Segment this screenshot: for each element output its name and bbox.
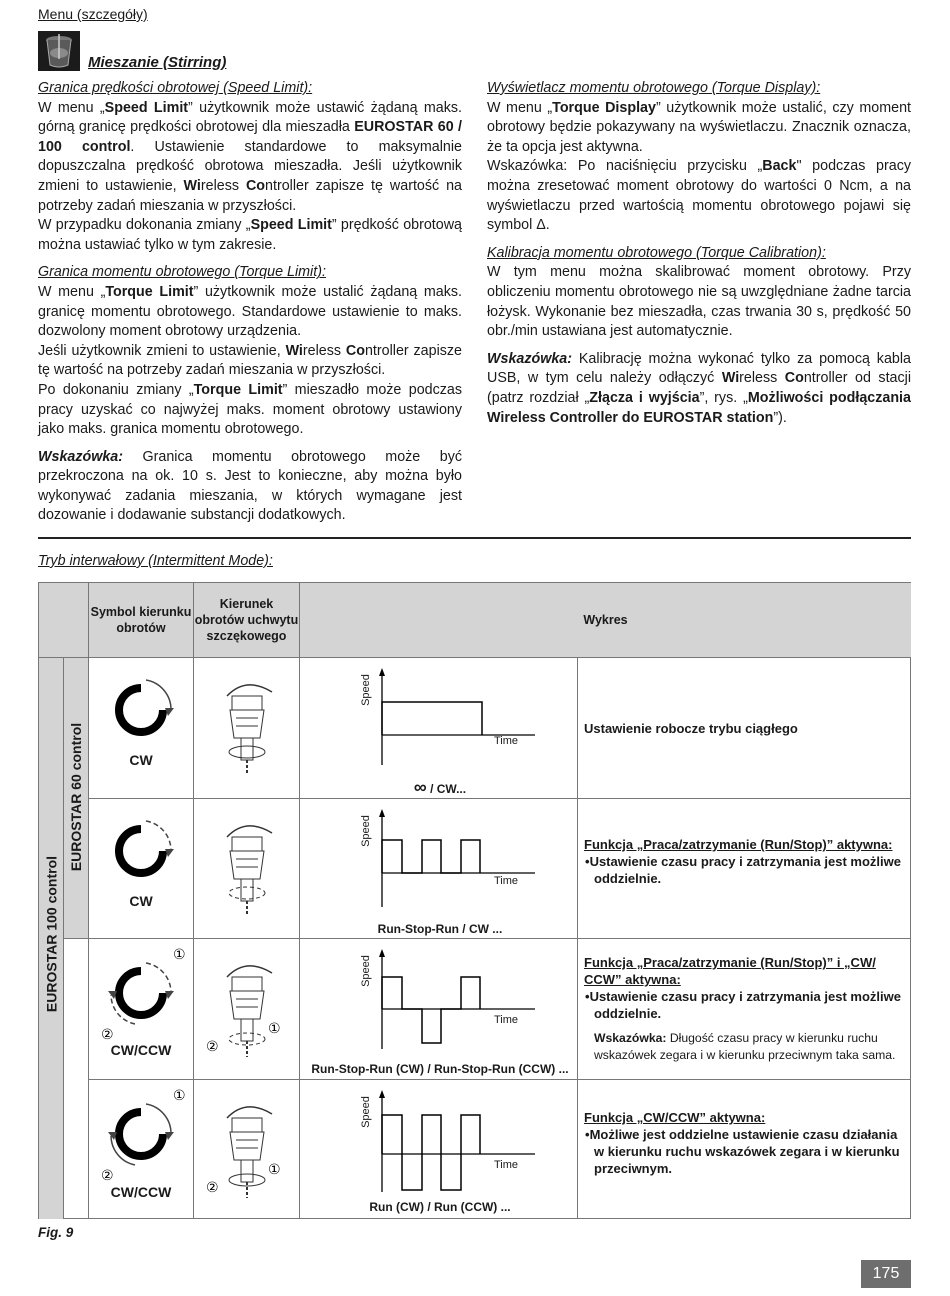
row3-axis-speed: Speed: [360, 955, 372, 987]
cw-rotation-dashed-icon: [89, 799, 194, 899]
section-title: Mieszanie (Stirring): [88, 54, 227, 71]
row3-desc-title: Funkcja „Praca/zatrzymanie (Run/Stop)” i „CW/ CCW” aktywna:: [584, 955, 876, 987]
group-eurostar-60: [64, 658, 89, 939]
row4-symbol: [89, 1080, 194, 1219]
group-eurostar-100-label: EUROSTAR 100 control: [43, 855, 60, 1013]
row3-chart-caption: Run-Stop-Run (CW) / Run-Stop-Run (CCW) ...: [311, 1062, 569, 1076]
row4-symbol-label: CW/CCW: [110, 1184, 172, 1200]
row1-direction: [194, 658, 300, 799]
speed-limit-title: Granica prędkości obrotowej (Speed Limit):: [38, 80, 313, 96]
row1-axis-time: Time: [494, 735, 519, 747]
row4-description: [578, 1080, 911, 1219]
row3-chuck-marker-1: ①: [268, 1021, 281, 1037]
torque-limit-paragraph-2: Jeśli użytkownik zmieni to ustawienie, Wireless Controller zapisze tę wartość na potrzeby zadań mieszania w przyszłości.: [38, 342, 462, 379]
row1-description: [578, 658, 911, 799]
row2-symbol-label: CW: [129, 893, 153, 909]
speed-limit-paragraph: W menu „Speed Limit” użytkownik może ustawić żądaną maks. górną granicę prędkości obrotowej dla mieszadła EUROSTAR 60 / 100 control. Ustawienie standardowe to maksymalnie dopuszczalna prędkość obrotowa mieszadła. Jeśli użytkownik zmieni to ustawienie, Wireless Controller zapisze tę wartość na potrzeby zadań mieszania w przyszłości.: [38, 99, 462, 214]
row3-chart: [300, 939, 578, 1080]
row4-chuck-marker-2: ②: [206, 1180, 219, 1196]
torque-limit-title: Granica momentu obrotowego (Torque Limit):: [38, 264, 326, 281]
row4-marker-2: ②: [101, 1168, 114, 1184]
figure-label: Fig. 9: [38, 1225, 74, 1240]
group-empty: [64, 939, 89, 1219]
row4-axis-time: Time: [494, 1159, 519, 1171]
row4-marker-1: ①: [173, 1088, 186, 1104]
group-eurostar-60-label: EUROSTAR 60 control: [68, 722, 84, 872]
header-symbol: Symbol kierunku obrotów: [89, 583, 194, 658]
chuck-cw-ccw-stop-icon: [194, 939, 300, 1080]
row1-desc-title: Ustawienie robocze trybu ciągłego: [584, 721, 798, 736]
row3-desc-bullet: •Ustawienie czasu pracy i zatrzymania jest możliwe oddzielnie.: [585, 989, 901, 1021]
page-number: 175: [861, 1260, 911, 1288]
section-divider: [38, 537, 911, 539]
row1-chart: [300, 658, 578, 799]
torque-calibration-paragraph: W tym menu można skalibrować moment obrotowy. Przy obliczeniu momentu obrotowego nie są uwzględniane żadne tarcia łożysk. Wykonanie bez mieszadła, czas trwania 30 s, prędkość 50 obr./min ustawiana jest automatycznie.: [487, 264, 911, 340]
row2-symbol: [89, 799, 194, 939]
row2-desc-title: Funkcja „Praca/zatrzymanie (Run/Stop)” aktywna:: [584, 837, 893, 852]
row2-axis-time: Time: [494, 875, 519, 887]
row3-chuck-marker-2: ②: [206, 1039, 219, 1055]
chuck-cw-stop-icon: [194, 799, 300, 939]
intermittent-mode-table: [38, 582, 911, 1219]
row4-axis-speed: Speed: [360, 1096, 372, 1128]
header-corner: [39, 583, 89, 658]
row1-axis-speed: Speed: [360, 674, 372, 706]
row2-chart-caption: Run-Stop-Run / CW ...: [377, 922, 503, 936]
row3-marker-2: ②: [101, 1027, 114, 1043]
torque-limit-paragraph: W menu „Torque Limit” użytkownik może ustalić żądaną maks. granicę momentu obrotowego. Standardowe ustawienie to maks. dozwolony moment obrotowy urządzenia.: [38, 283, 463, 340]
row2-desc-bullet: •Ustawienie czasu pracy i zatrzymania jest możliwe oddzielnie.: [585, 854, 901, 886]
row1-symbol-label: CW: [129, 752, 153, 768]
chart-run-cw-ccw: [300, 1080, 578, 1219]
row4-chart: [300, 1080, 578, 1219]
stirring-beaker-icon: [38, 31, 80, 71]
row3-marker-1: ①: [173, 947, 186, 963]
row4-desc-title: Funkcja „CW/CCW” aktywna:: [584, 1110, 766, 1125]
row3-axis-time: Time: [494, 1014, 519, 1026]
torque-limit-paragraph-3: Po dokonaniu zmiany „Torque Limit” mieszadło może podczas pracy uzyskać co najwyżej maks. moment obrotowy ustawiony jako maks. granica momentu obrotowego.: [38, 381, 462, 438]
header-direction: Kierunek obrotów uchwytu szczękowego: [194, 583, 300, 658]
torque-display-paragraph: W menu „Torque Display” użytkownik może ustalić, czy moment obrotowy będzie pokazywany na wyświetlaczu. Znacznik oznacza, że ta opcja jest aktywna.: [487, 99, 912, 155]
row4-direction: [194, 1080, 300, 1219]
header-chart: Wykres: [300, 583, 911, 658]
row4-desc-bullet: •Możliwe jest oddzielne ustawienie czasu działania w kierunku ruchu wskazówek zegara i w kierunku przeciwnym.: [585, 1127, 900, 1176]
torque-calibration-hint: Wskazówka: Kalibrację można wykonać tylko za pomocą kabla USB, w tym celu należy odłączyć Wireless Controller od stacji (patrz rozdział „Złącza i wyjścia”, rys. „Możliwości podłączania Wireless Controller do EUROSTAR station”).: [487, 350, 912, 426]
row2-direction: [194, 799, 300, 939]
chuck-cw-ccw-icon: [194, 1080, 300, 1219]
chart-run-stop-cw-ccw: [300, 939, 578, 1080]
torque-display-paragraph-2: Wskazówka: Po naciśnięciu przycisku „Back" podczas pracy można zresetować moment obrotowy do wartości 0 Ncm, a na wyświetlaczu przed wartością momentu obrotowego pojawi się symbol Δ.: [487, 158, 911, 234]
row3-symbol-label: CW/CCW: [110, 1042, 172, 1058]
cw-ccw-rotation-dashed-icon: [89, 939, 194, 1044]
right-column: [487, 79, 911, 428]
cw-ccw-rotation-icon: [89, 1080, 194, 1185]
chuck-cw-icon: [194, 658, 300, 799]
group-eurostar-100: [39, 658, 64, 1219]
speed-limit-paragraph-2: W przypadku dokonania zmiany „Speed Limit” prędkość obrotową można ustawiać tylko w tym zakresie.: [38, 217, 463, 253]
row3-symbol: [89, 939, 194, 1080]
torque-limit-hint: Wskazówka: Granica momentu obrotowego może być przekroczona na ok. 10 s. Jest to konieczne, aby można było wykonywać zadania mieszania, w których wymagane jest dozowanie i dodawanie substancji dodatkowych.: [38, 448, 462, 524]
torque-calibration-title: Kalibracja momentu obrotowego (Torque Calibration):: [487, 244, 826, 261]
row3-description: [578, 939, 911, 1080]
row2-axis-speed: Speed: [360, 815, 372, 847]
menu-breadcrumb: Menu (szczegóły): [38, 6, 148, 22]
chart-run-stop: [300, 799, 578, 939]
row1-symbol: [89, 658, 194, 799]
row2-chart: [300, 799, 578, 939]
left-column: [38, 79, 462, 526]
row4-chart-caption: Run (CW) / Run (CCW) ...: [369, 1200, 511, 1214]
row3-desc-note: Wskazówka: Długość czasu pracy w kierunku ruchu wskazówek zegara i w kierunku przeciwnym taka sama.: [594, 1031, 896, 1062]
cw-rotation-icon: [89, 658, 194, 758]
table-caption: Tryb interwałowy (Intermittent Mode):: [38, 553, 273, 569]
torque-display-title: Wyświetlacz momentu obrotowego (Torque Display):: [487, 80, 821, 96]
row2-description: [578, 799, 911, 939]
row3-direction: [194, 939, 300, 1080]
row4-chuck-marker-1: ①: [268, 1162, 281, 1178]
row1-chart-caption: ∞ / CW...: [413, 777, 467, 797]
